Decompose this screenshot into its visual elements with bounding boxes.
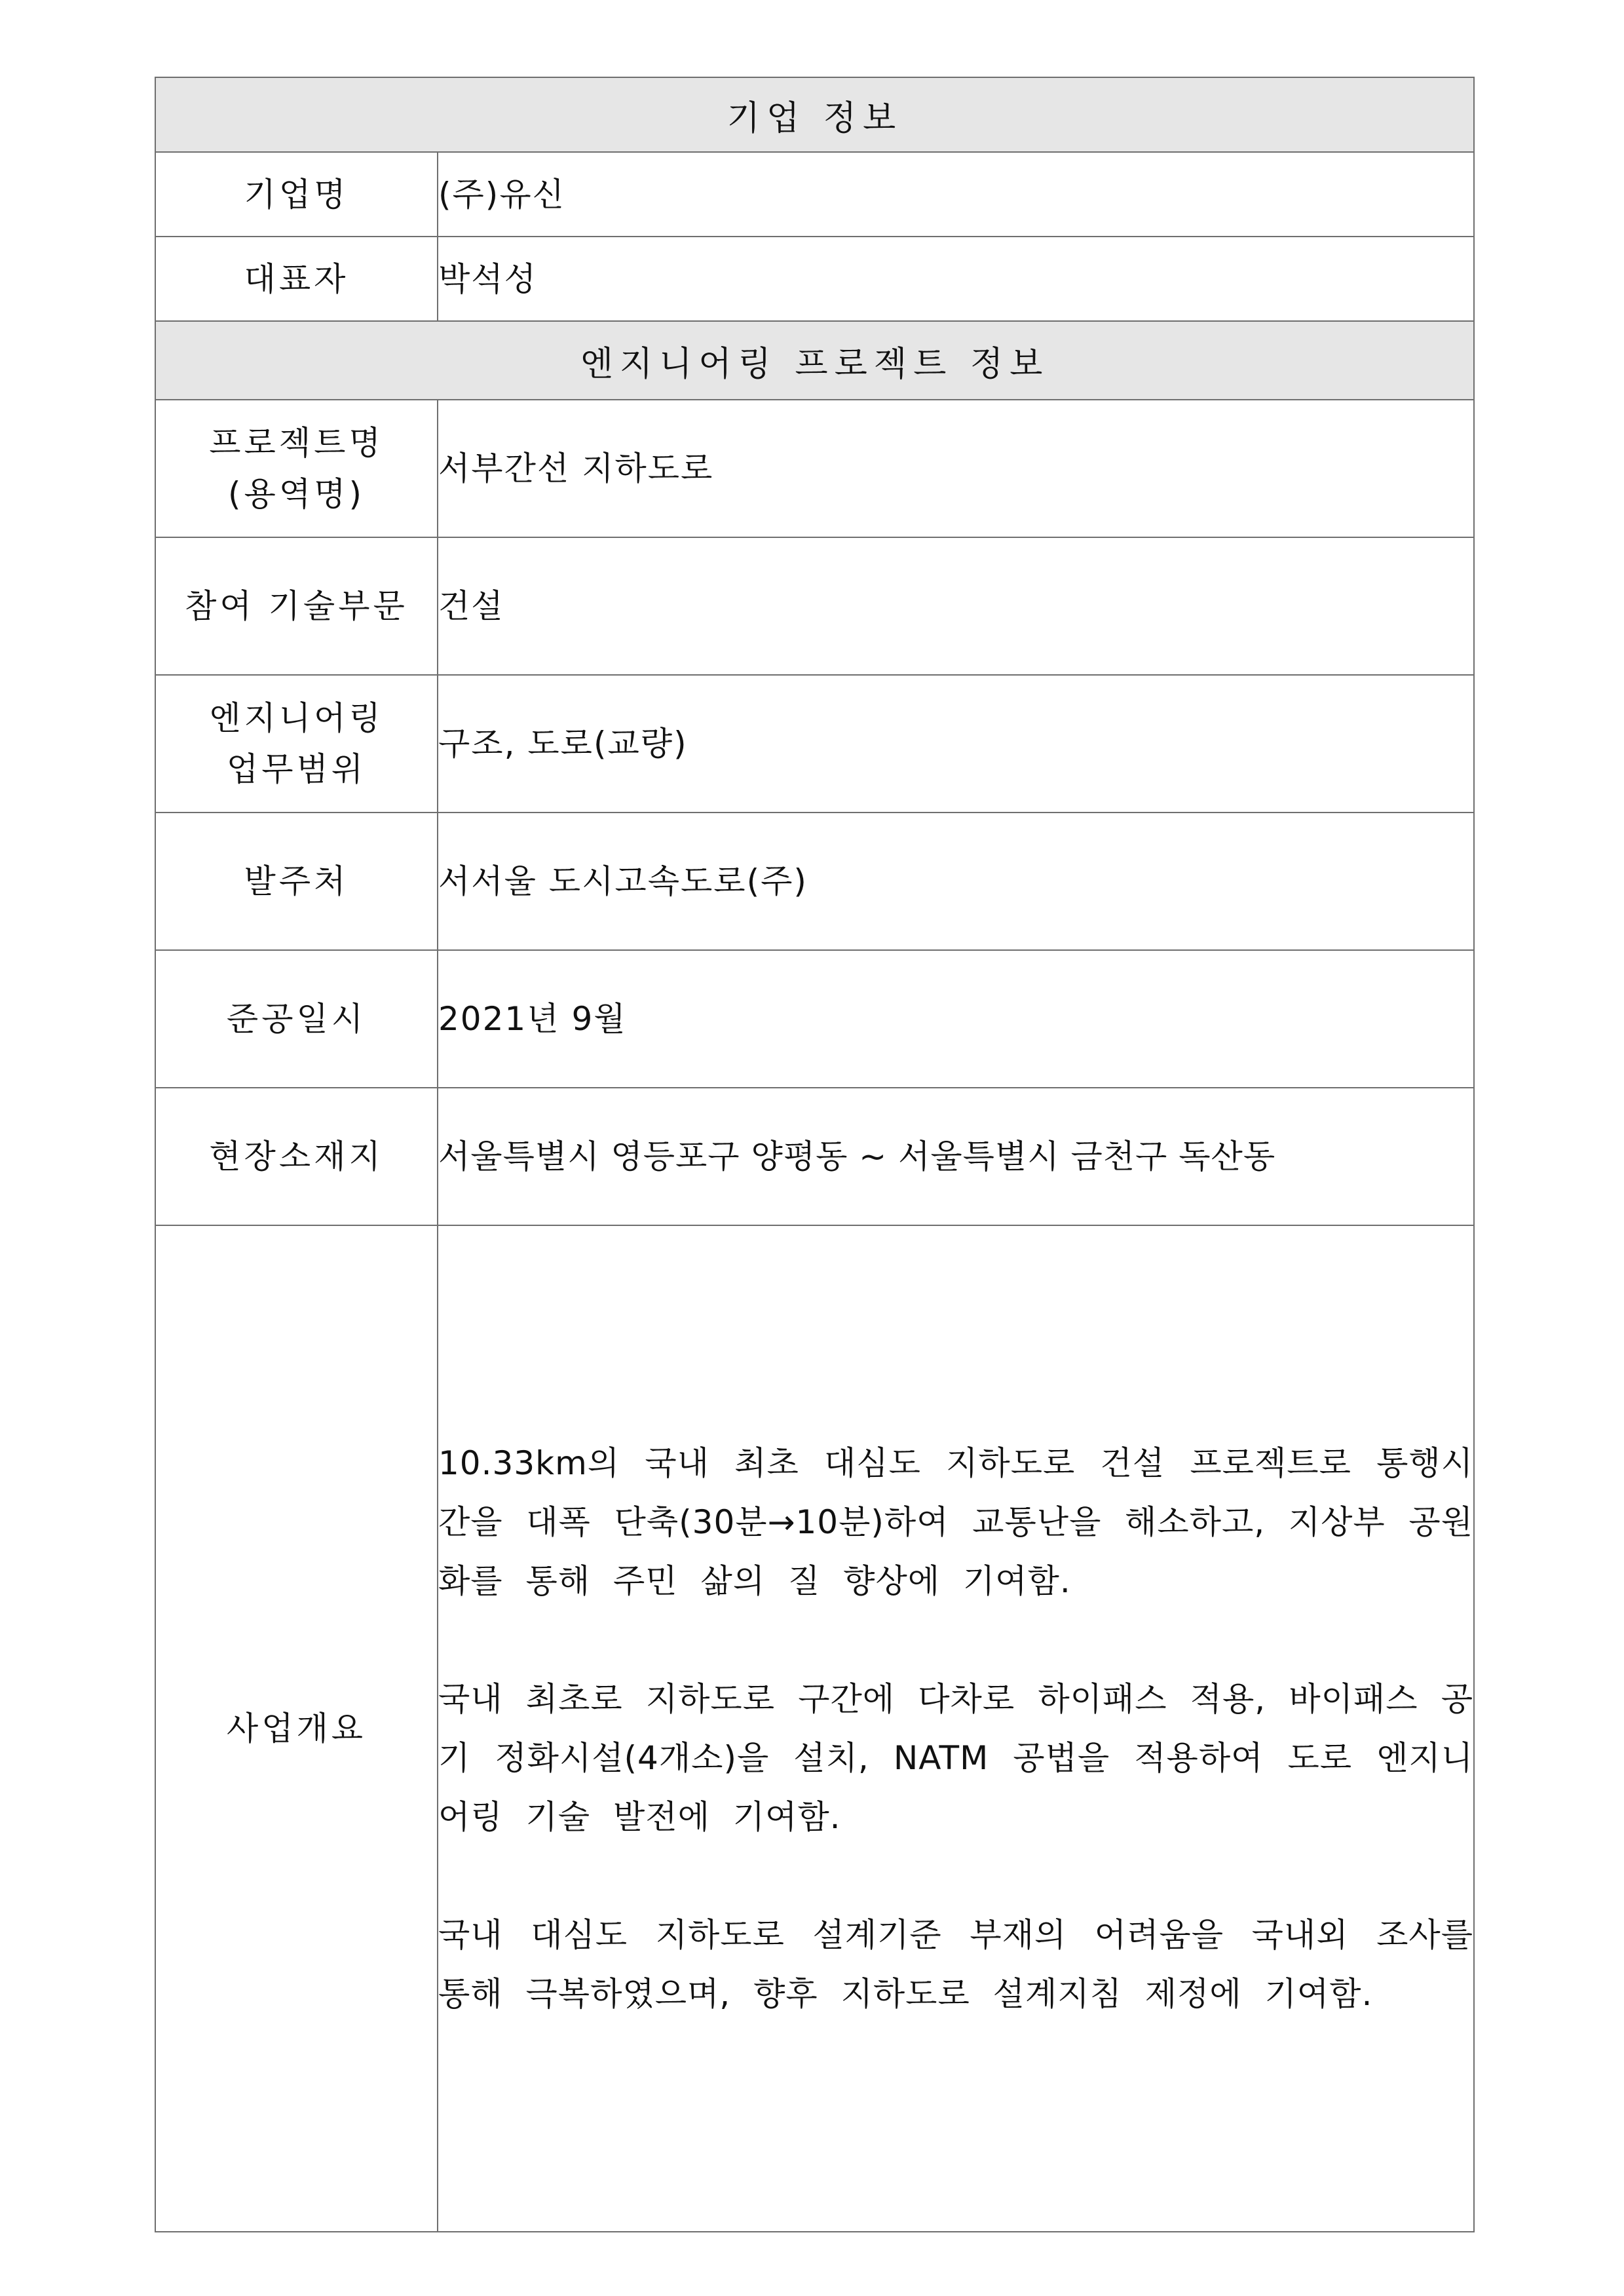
scope-value: 구조, 도로(교량) bbox=[438, 675, 1474, 813]
overview-paragraph-1: 10.33km의 국내 최초 대심도 지하도로 건설 프로젝트로 통행시간을 대폭 단축(30분→10분)하여 교통난을 해소하고, 지상부 공원화를 통해 주민 삶의 질 향상에 기여함. bbox=[438, 1444, 1473, 1600]
company-project-info-table bbox=[155, 77, 1475, 2232]
tech-field-value: 건설 bbox=[438, 537, 1474, 675]
project-name-label-line2: (용역명) bbox=[228, 475, 365, 513]
location-value bbox=[438, 1088, 1474, 1225]
project-section-header-row bbox=[155, 321, 1474, 400]
location-label: 현장소재지 bbox=[155, 1088, 438, 1225]
tech-field-label: 참여 기술부문 bbox=[155, 537, 438, 675]
ceo-value: 박석성 bbox=[438, 237, 1474, 321]
ceo-row bbox=[155, 237, 1474, 321]
scope-row bbox=[155, 675, 1474, 813]
tech-field-row bbox=[155, 537, 1474, 675]
location-row bbox=[155, 1088, 1474, 1225]
company-name-label: 기업명 bbox=[155, 152, 438, 237]
project-section-header: 엔지니어링 프로젝트 정보 bbox=[155, 321, 1474, 400]
company-name-row bbox=[155, 152, 1474, 237]
project-name-label bbox=[155, 400, 438, 537]
client-row bbox=[155, 813, 1474, 950]
scope-label bbox=[155, 675, 438, 813]
overview-value bbox=[438, 1225, 1474, 2232]
scope-label-line1: 엔지니어링 bbox=[209, 699, 384, 737]
overview-paragraph-3: 국내 대심도 지하도로 설계기준 부재의 어려움을 국내외 조사를 통해 극복하였으며, 향후 지하도로 설계지침 제정에 기여함. bbox=[438, 1916, 1473, 2013]
company-section-header: 기업 정보 bbox=[155, 77, 1474, 152]
scope-label-line2: 업무범위 bbox=[226, 750, 367, 788]
location-value-text: 서울특별시 영등포구 양평동 ~ 서울특별시 금천구 독산동 bbox=[438, 1138, 1276, 1176]
completion-row bbox=[155, 950, 1474, 1088]
project-name-label-line1: 프로젝트명 bbox=[209, 424, 384, 462]
overview-label: 사업개요 bbox=[155, 1225, 438, 2232]
overview-paragraph-2: 국내 최초로 지하도로 구간에 다차로 하이패스 적용, 바이패스 공기 정화시설(4개소)을 설치, NATM 공법을 적용하여 도로 엔지니어링 기술 발전에 기여함. bbox=[438, 1680, 1473, 1836]
ceo-label: 대표자 bbox=[155, 237, 438, 321]
company-section-header-row bbox=[155, 77, 1474, 152]
completion-value: 2021년 9월 bbox=[438, 950, 1474, 1088]
company-name-value: (주)유신 bbox=[438, 152, 1474, 237]
overview-text-block bbox=[438, 1434, 1473, 2023]
project-name-row bbox=[155, 400, 1474, 537]
project-name-value: 서부간선 지하도로 bbox=[438, 400, 1474, 537]
completion-label: 준공일시 bbox=[155, 950, 438, 1088]
overview-row bbox=[155, 1225, 1474, 2232]
client-label: 발주처 bbox=[155, 813, 438, 950]
client-value: 서서울 도시고속도로(주) bbox=[438, 813, 1474, 950]
